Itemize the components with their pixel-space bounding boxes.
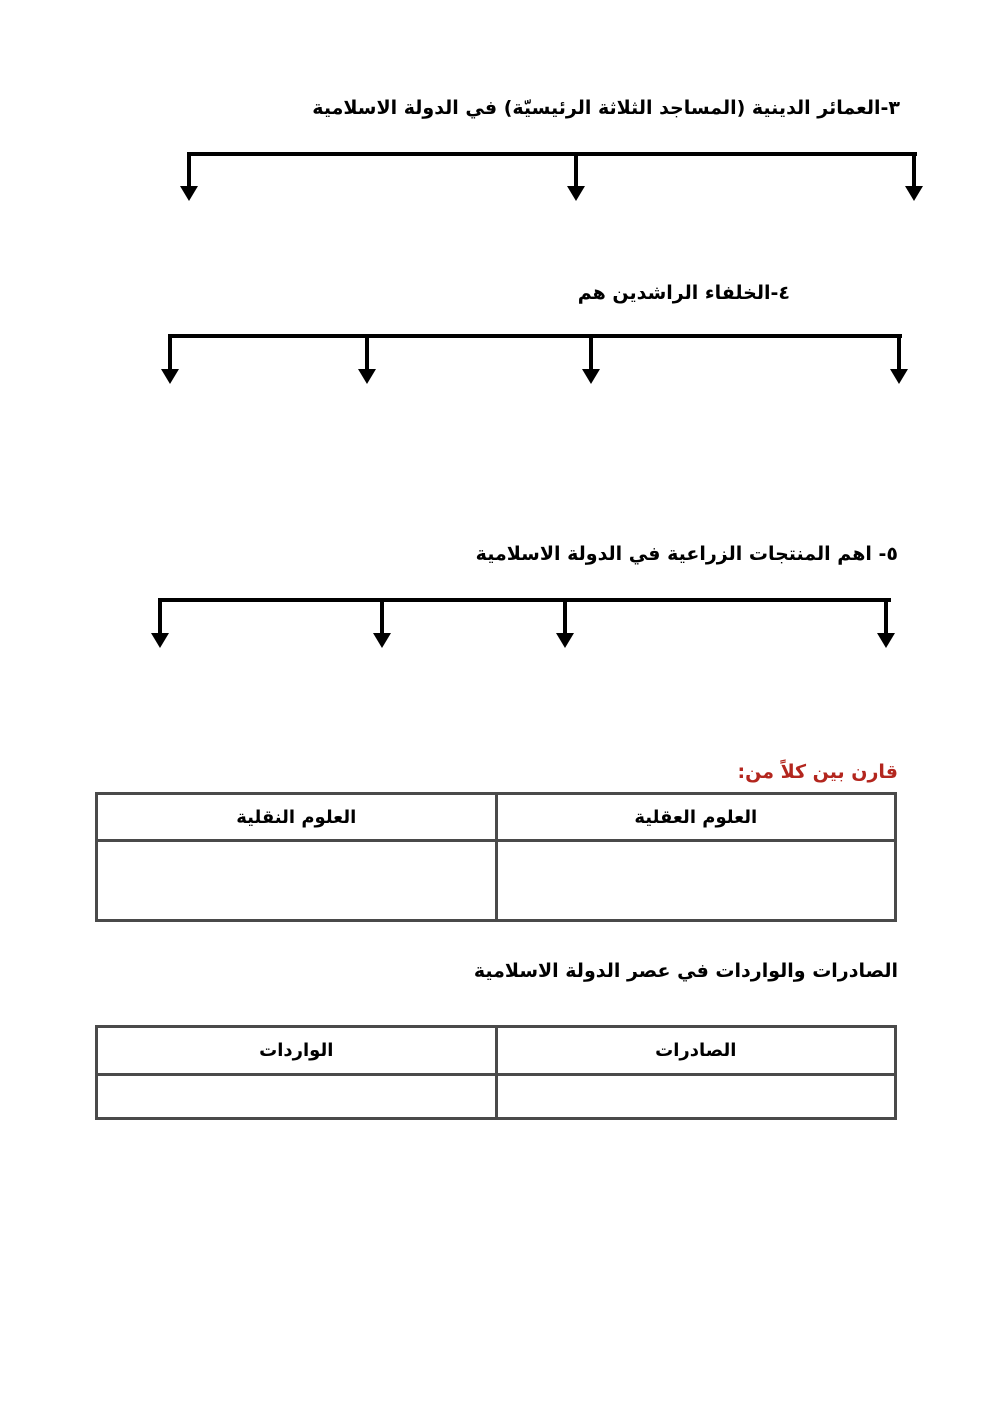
- compare-title: قارن بين كلاً من:: [737, 761, 898, 783]
- trade-header-exports: الصادرات: [496, 1027, 896, 1075]
- section-mosques-title: ٣-العمائر الدينية (المساجد الثلاثة الرئيسيّة) في الدولة الاسلامية: [312, 97, 900, 119]
- compare-answer-cell[interactable]: [496, 841, 896, 921]
- products-arrow-down: [877, 633, 895, 648]
- trade-answer-cell[interactable]: [97, 1075, 497, 1119]
- trade-table: [95, 1025, 897, 1120]
- compare-header-rational: العلوم العقلية: [496, 794, 896, 841]
- products-arrow-down: [151, 633, 169, 648]
- products-branch-diagram: [0, 0, 992, 670]
- compare-table: [95, 792, 897, 922]
- section-caliphs-title: ٤-الخلفاء الراشدين هم: [577, 282, 790, 304]
- compare-answer-cell[interactable]: [97, 841, 497, 921]
- trade-answer-cell[interactable]: [496, 1075, 896, 1119]
- trade-header-imports: الواردات: [97, 1027, 497, 1075]
- products-arrow-down: [556, 633, 574, 648]
- section-products-title: ٥- اهم المنتجات الزراعية في الدولة الاسلامية: [475, 543, 898, 565]
- products-arrow-down: [373, 633, 391, 648]
- compare-header-transmitted: العلوم النقلية: [97, 794, 497, 841]
- trade-title: الصادرات والواردات في عصر الدولة الاسلامية: [473, 960, 898, 982]
